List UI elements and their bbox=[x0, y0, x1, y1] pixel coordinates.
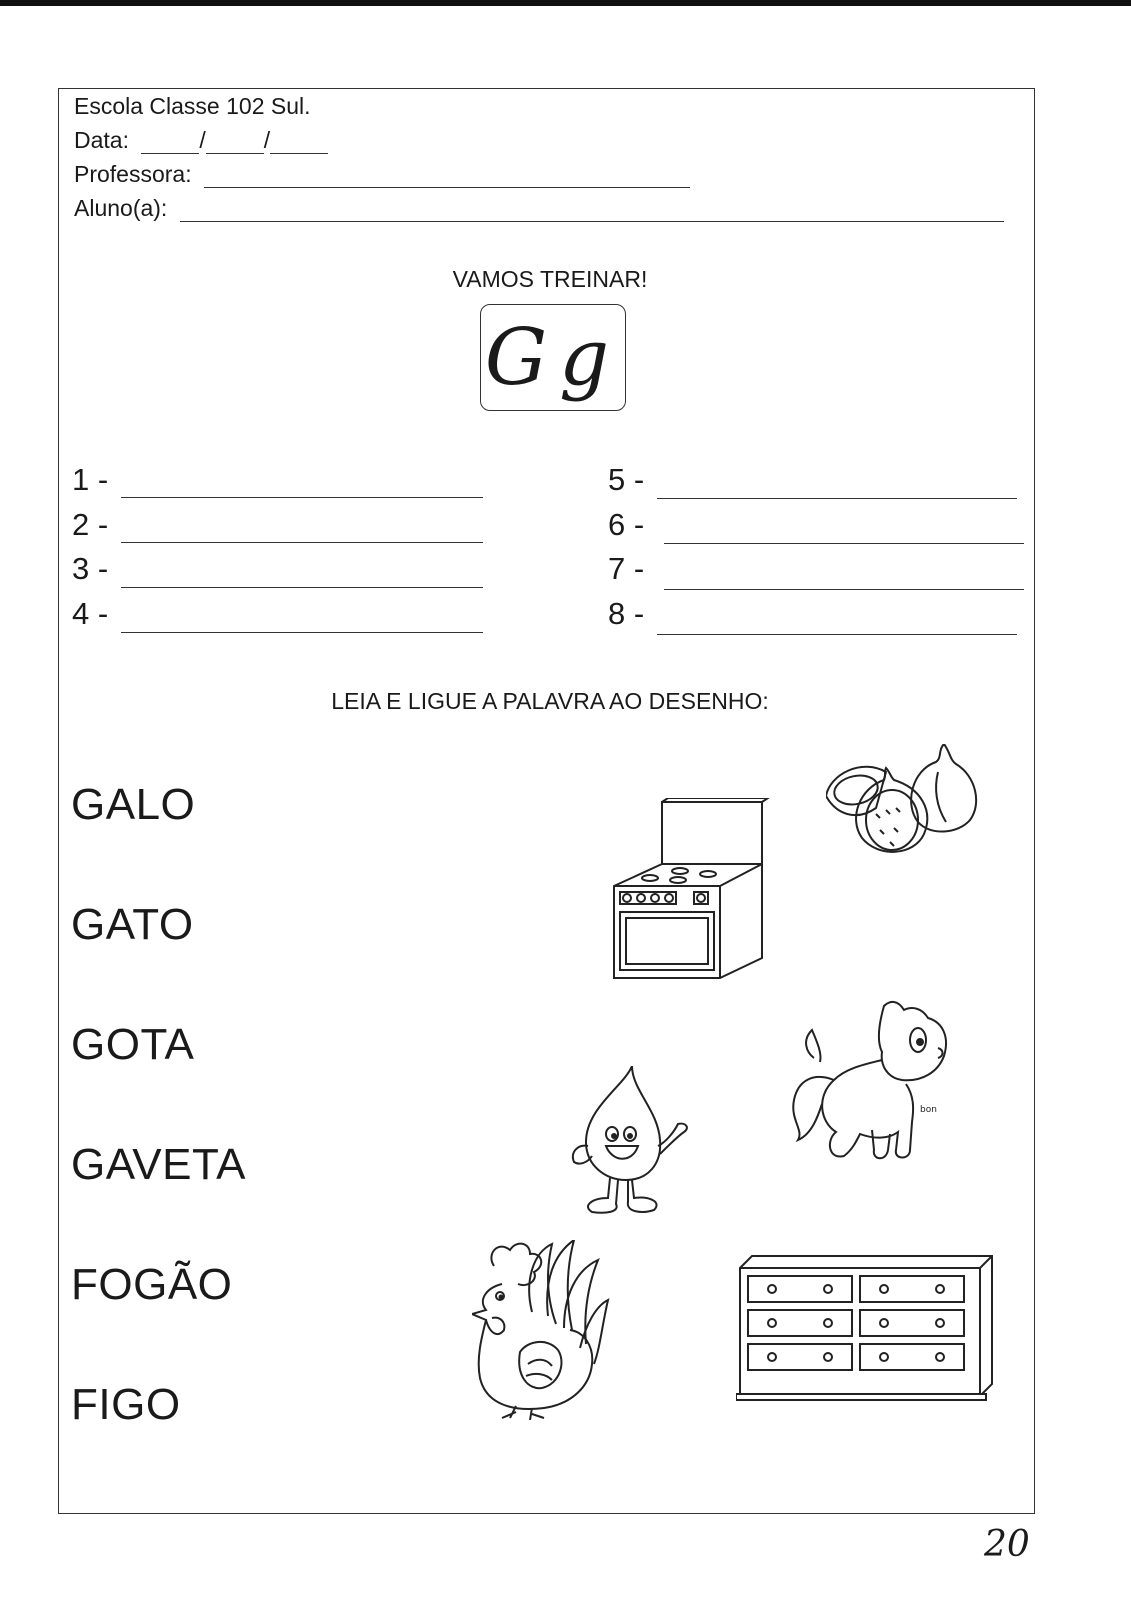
word-gota[interactable]: GOTA bbox=[71, 1020, 195, 1069]
writing-line-1[interactable] bbox=[121, 497, 483, 498]
student-row bbox=[74, 194, 1004, 222]
cat-icon[interactable] bbox=[786, 1000, 962, 1168]
line-number-7: 7 - bbox=[608, 551, 645, 586]
rooster-icon[interactable] bbox=[472, 1240, 610, 1420]
student-label: Aluno(a): bbox=[74, 195, 168, 221]
date-day-field[interactable] bbox=[141, 133, 199, 154]
scan-edge bbox=[0, 0, 1131, 6]
date-slash: / bbox=[263, 127, 271, 153]
teacher-field[interactable] bbox=[204, 167, 690, 188]
figs-icon[interactable] bbox=[826, 744, 986, 869]
teacher-row bbox=[74, 160, 690, 188]
word-gaveta[interactable]: GAVETA bbox=[71, 1140, 246, 1189]
line-number-2: 2 - bbox=[72, 507, 109, 542]
word-gato[interactable]: GATO bbox=[71, 900, 194, 949]
date-label: Data: bbox=[74, 127, 129, 153]
page-number: 20 bbox=[984, 1524, 1030, 1565]
cursive-letter: Gg bbox=[484, 312, 622, 403]
date-year-field[interactable] bbox=[270, 133, 328, 154]
writing-line-3[interactable] bbox=[121, 587, 483, 588]
line-number-5: 5 - bbox=[608, 462, 645, 497]
training-title: VAMOS TREINAR! bbox=[452, 266, 648, 292]
student-field[interactable] bbox=[180, 201, 1004, 222]
line-number-8: 8 - bbox=[608, 596, 645, 631]
word-fogao[interactable]: FOGÃO bbox=[71, 1260, 233, 1309]
writing-line-2[interactable] bbox=[121, 542, 483, 543]
date-month-field[interactable] bbox=[206, 133, 264, 154]
stove-icon[interactable] bbox=[610, 798, 770, 980]
line-number-3: 3 - bbox=[72, 551, 109, 586]
date-row bbox=[74, 126, 328, 154]
writing-line-4[interactable] bbox=[121, 632, 483, 633]
writing-line-7[interactable] bbox=[664, 589, 1024, 590]
line-number-6: 6 - bbox=[608, 507, 645, 542]
writing-line-5[interactable] bbox=[657, 498, 1017, 499]
line-number-1: 1 - bbox=[72, 462, 109, 497]
water-drop-icon[interactable] bbox=[566, 1066, 692, 1214]
drawer-chest-icon[interactable] bbox=[736, 1254, 998, 1406]
school-name: Escola Classe 102 Sul. bbox=[74, 93, 311, 119]
svg-text:bon: bon bbox=[920, 1105, 937, 1115]
line-number-4: 4 - bbox=[72, 596, 109, 631]
writing-line-8[interactable] bbox=[657, 634, 1017, 635]
word-galo[interactable]: GALO bbox=[71, 780, 196, 829]
matching-instruction: LEIA E LIGUE A PALAVRA AO DESENHO: bbox=[331, 688, 769, 714]
word-figo[interactable]: FIGO bbox=[71, 1380, 181, 1429]
teacher-label: Professora: bbox=[74, 161, 192, 187]
letter-box bbox=[480, 304, 626, 411]
date-slash: / bbox=[199, 127, 206, 153]
writing-line-6[interactable] bbox=[664, 543, 1024, 544]
